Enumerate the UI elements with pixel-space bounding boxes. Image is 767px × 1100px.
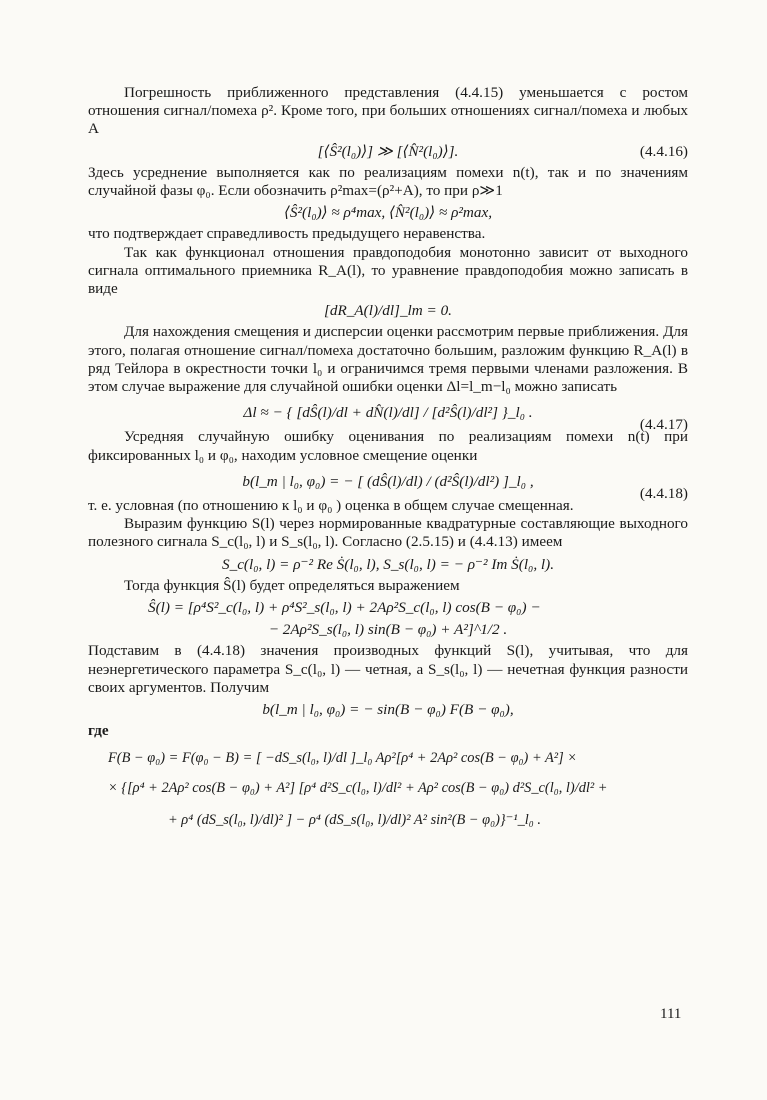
paragraph: Так как функционал отношения правдоподобия монотонно зависит от выходного сигнала оптимального приемника R_A(l), то уравнение правдоподобия можно записать в виде	[88, 243, 688, 298]
paragraph: Подставим в (4.4.18) значения производных функций S(l), учитывая, что для неэнергетического параметра S_c(l₀, l) — четная, а S_s(l₀, l) — нечетная функция разности своих аргументов. Получим	[88, 642, 688, 696]
equation-rho-max	[88, 204, 688, 222]
equation-number: (4.4.18)	[639, 484, 688, 502]
equation-body: F(B − φ₀) = F(φ₀ − B) = [ −dS_s(l₀, l)/dl ]_l₀ Aρ²[ρ⁴ + 2Aρ² cos(B − φ₀) + A²] ×	[108, 749, 578, 766]
equation-4-4-17	[88, 404, 688, 434]
paragraph: Тогда функция Ŝ(l) будет определяться выражением	[124, 576, 460, 594]
equation-body: ⟨Ŝ²(l₀)⟩ ≈ ρ⁴max, ⟨N̂²(l₀)⟩ ≈ ρ²max,	[283, 204, 493, 222]
paragraph: Погрешность приближенного представления (4.4.15) уменьшается с ростом отношения сигнал/помеха ρ². Кроме того, при больших отношениях сигнал/помеха и любых A	[88, 84, 688, 138]
equation-body: × {[ρ⁴ + 2Aρ² cos(B − φ₀) + A²] [ρ⁴ d²S_c(l₀, l)/dl² + Aρ² cos(B − φ₀) d²S_c(l₀, l)/dl² +	[108, 779, 608, 796]
equation-body: − 2Aρ²S_s(l₀, l) sin(B − φ₀) + A²]^1/2 .	[268, 621, 508, 639]
equation-4-4-18	[88, 472, 688, 502]
equation-number: (4.4.17)	[639, 416, 688, 434]
equation-body: + ρ⁴ (dS_s(l₀, l)/dl)² ] − ρ⁴ (dS_s(l₀, l)/dl)² A² sin²(B − φ₀)}⁻¹_l₀ .	[168, 811, 541, 828]
equation-body: [⟨Ŝ²(l₀)⟩] ≫ [⟨N̂²(l₀)⟩].	[317, 142, 459, 160]
paragraph: Здесь усреднение выполняется как по реализациям помехи n(t), так и по значениям случайной фазы φ₀. Если обозначить ρ²max=(ρ²+A), то при ρ≫1	[88, 163, 688, 200]
paragraph: Усредняя случайную ошибку оценивания по реализациям помехи n(t) при фиксированных l₀ и φ₀, находим условное смещение оценки	[88, 428, 688, 464]
equation-body: Ŝ(l) = [ρ⁴S²_c(l₀, l) + ρ⁴S²_s(l₀, l) + 2Aρ²S_c(l₀, l) cos(B − φ₀) −	[148, 599, 541, 617]
equation-body: b(l_m | l₀, φ₀) = − sin(B − φ₀) F(B − φ₀),	[262, 701, 514, 719]
equation-s-hat-line-1	[88, 599, 688, 617]
equation-bias	[88, 701, 688, 719]
paragraph: что подтверждает справедливость предыдущего неравенства.	[88, 225, 486, 243]
equation-quadrature	[88, 556, 688, 574]
equation-body: Δl ≈ − { [dŜ(l)/dl + dN̂(l)/dl] / [d²Ŝ(l)/dl²] }_l₀ .	[243, 404, 533, 422]
equation-body: S_c(l₀, l) = ρ⁻² Re Ṡ(l₀, l), S_s(l₀, l) = − ρ⁻² Im Ṡ(l₀, l).	[222, 555, 554, 573]
equation-4-4-16	[88, 143, 688, 161]
equation-number: (4.4.16)	[639, 142, 688, 160]
page-text	[88, 84, 688, 832]
equation-f-line-1	[88, 749, 688, 767]
paragraph: Выразим функцию S(l) через нормированные квадратурные составляющие выходного полезного сигнала S_c(l₀, l) и S_s(l₀, l). Согласно (2.5.15) и (4.4.13) имеем	[88, 515, 688, 551]
paragraph: т. е. условная (по отношению к l₀ и φ₀ ) оценка в общем случае смещенная.	[88, 497, 574, 515]
paragraph: где	[88, 722, 109, 740]
equation-s-hat-line-2	[88, 621, 688, 639]
equation-body: [dR_A(l)/dl]_lm = 0.	[324, 302, 452, 320]
equation-body: b(l_m | l₀, φ₀) = − [ (dŜ(l)/dl) / (d²Ŝ(l)/dl²) ]_l₀ ,	[242, 472, 534, 490]
equation-f-line-2	[88, 779, 688, 797]
equation-f-line-3	[88, 811, 688, 829]
equation-likelihood	[88, 302, 688, 320]
page-number: 111	[660, 1006, 682, 1022]
paragraph: Для нахождения смещения и дисперсии оценки рассмотрим первые приближения. Для этого, полагая отношение сигнал/помеха достаточно большим, разложим функцию R_A(l) в ряд Тейлора в окрестности точки l₀ и ограничимся тремя первыми членами разложения. В этом случае выражение для случайной ошибки оценки Δl=l_m−l₀ можно записать	[88, 323, 688, 396]
